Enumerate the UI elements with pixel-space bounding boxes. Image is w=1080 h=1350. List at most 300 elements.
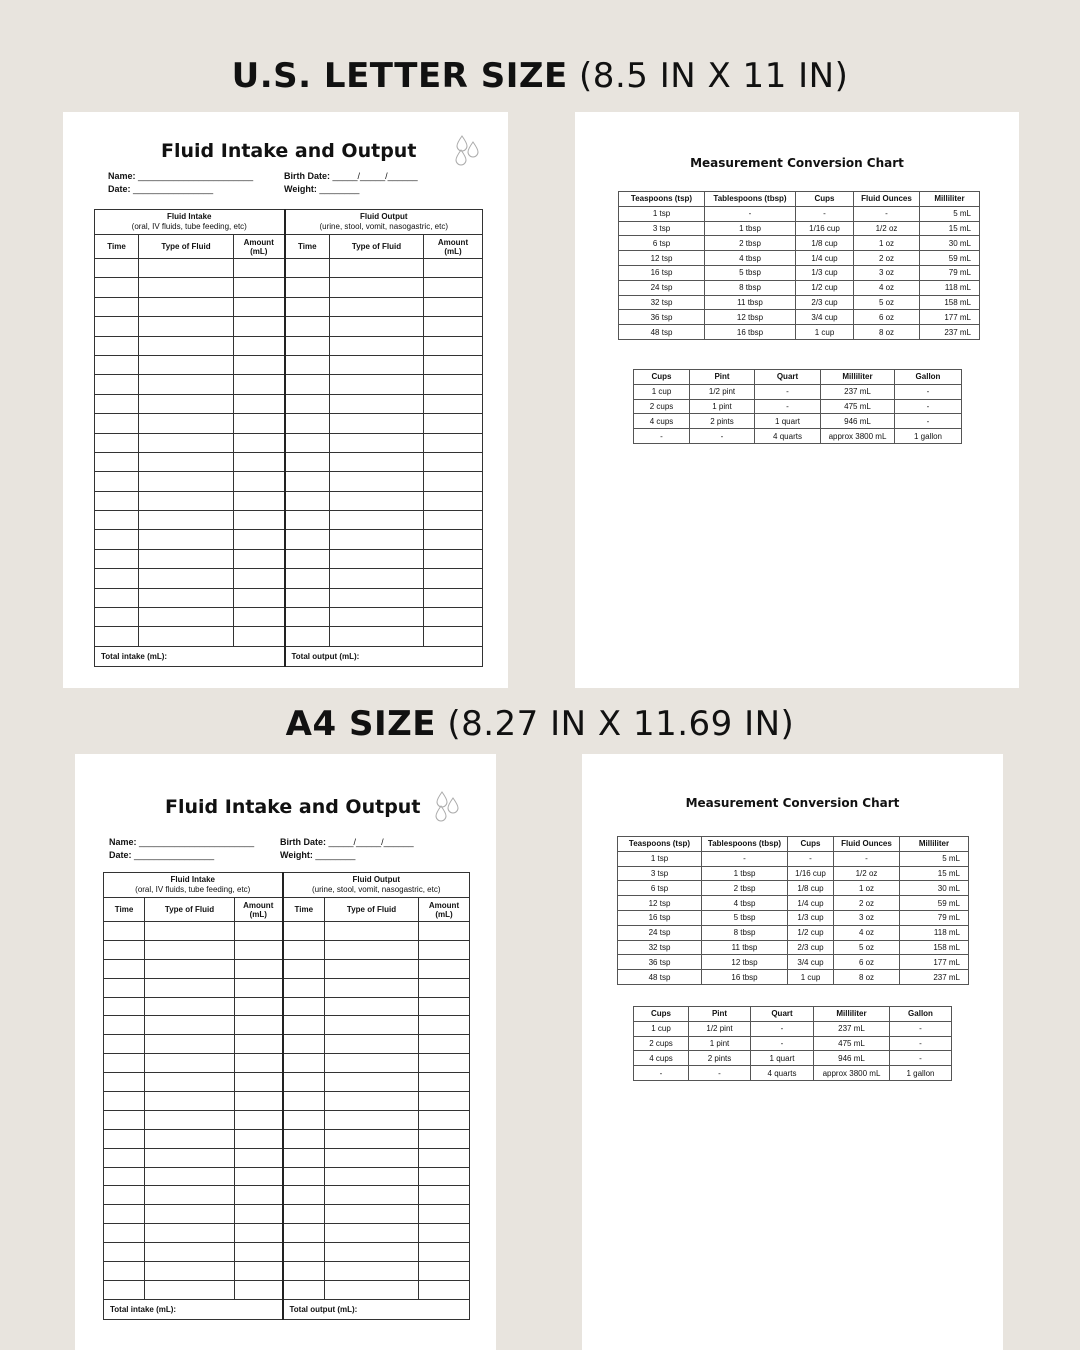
conversion-cell: - bbox=[751, 1036, 814, 1051]
entry-cell[interactable] bbox=[285, 375, 330, 394]
conversion-cell: 4 quarts bbox=[755, 429, 821, 444]
entry-cell[interactable] bbox=[330, 472, 424, 491]
conversion-cell: 15 mL bbox=[920, 221, 980, 236]
entry-cell[interactable] bbox=[283, 1054, 325, 1073]
entry-cell[interactable] bbox=[235, 1224, 283, 1243]
entry-cell[interactable] bbox=[95, 394, 139, 413]
entry-cell[interactable] bbox=[235, 1280, 283, 1299]
entry-cell[interactable] bbox=[104, 1110, 145, 1129]
entry-cell[interactable] bbox=[234, 317, 285, 336]
entry-cell[interactable] bbox=[325, 959, 419, 978]
conversion-column-header: Gallon bbox=[895, 370, 962, 385]
birth-date-field[interactable]: _____/_____/______ bbox=[328, 837, 414, 847]
entry-cell[interactable] bbox=[234, 375, 285, 394]
entry-cell[interactable] bbox=[139, 414, 234, 433]
entry-cell[interactable] bbox=[419, 1016, 470, 1035]
conversion-cell: 946 mL bbox=[821, 414, 895, 429]
entry-cell[interactable] bbox=[104, 997, 145, 1016]
output-group-header: Fluid Output (urine, stool, vomit, nasogastric, etc) bbox=[285, 210, 483, 235]
entry-cell[interactable] bbox=[419, 1054, 470, 1073]
entry-cell[interactable] bbox=[283, 1205, 325, 1224]
entry-cell[interactable] bbox=[424, 259, 483, 278]
entry-cell[interactable] bbox=[104, 1016, 145, 1035]
entry-cell[interactable] bbox=[145, 1016, 235, 1035]
entry-cell[interactable] bbox=[95, 472, 139, 491]
entry-cell[interactable] bbox=[419, 959, 470, 978]
entry-cell[interactable] bbox=[95, 297, 139, 316]
entry-cell[interactable] bbox=[145, 1262, 235, 1281]
entry-cell[interactable] bbox=[285, 317, 330, 336]
entry-cell[interactable] bbox=[235, 978, 283, 997]
entry-cell[interactable] bbox=[424, 569, 483, 588]
entry-cell[interactable] bbox=[95, 317, 139, 336]
conversion-row bbox=[618, 896, 969, 911]
conversion-cell: 1 pint bbox=[689, 1036, 751, 1051]
entry-cell[interactable] bbox=[235, 1073, 283, 1092]
entry-cell[interactable] bbox=[234, 336, 285, 355]
entry-cell[interactable] bbox=[424, 472, 483, 491]
entry-cell[interactable] bbox=[330, 569, 424, 588]
entry-cell[interactable] bbox=[283, 1129, 325, 1148]
entry-cell[interactable] bbox=[330, 627, 424, 646]
conversion-cell: 1/2 oz bbox=[834, 866, 900, 881]
entry-cell[interactable] bbox=[424, 355, 483, 374]
entry-cell[interactable] bbox=[419, 1073, 470, 1092]
entry-cell[interactable] bbox=[330, 549, 424, 568]
name-field[interactable]: _______________________ bbox=[138, 171, 254, 181]
entry-cell[interactable] bbox=[283, 1280, 325, 1299]
conversion-cell: 1 tsp bbox=[619, 206, 705, 221]
entry-cell[interactable] bbox=[419, 1092, 470, 1111]
entry-cell[interactable] bbox=[325, 1262, 419, 1281]
entry-cell[interactable] bbox=[104, 959, 145, 978]
entry-cell[interactable] bbox=[419, 1205, 470, 1224]
conversion-row bbox=[618, 925, 969, 940]
entry-cell[interactable] bbox=[234, 433, 285, 452]
entry-cell[interactable] bbox=[419, 1110, 470, 1129]
entry-cell[interactable] bbox=[235, 1054, 283, 1073]
entry-cell[interactable] bbox=[234, 491, 285, 510]
conversion-cell: 36 tsp bbox=[619, 310, 705, 325]
conversion-column-header: Tablespoons (tbsp) bbox=[705, 192, 796, 207]
entry-cell[interactable] bbox=[330, 355, 424, 374]
conversion-row bbox=[634, 1051, 952, 1066]
conversion-cell: 1 gallon bbox=[895, 429, 962, 444]
entry-cell[interactable] bbox=[104, 1073, 145, 1092]
entry-cell[interactable] bbox=[285, 511, 330, 530]
entry-cell[interactable] bbox=[330, 317, 424, 336]
entry-cell[interactable] bbox=[419, 1280, 470, 1299]
entry-cell[interactable] bbox=[145, 1205, 235, 1224]
entry-cell[interactable] bbox=[330, 530, 424, 549]
entry-cell[interactable] bbox=[235, 1262, 283, 1281]
entry-cell[interactable] bbox=[283, 922, 325, 941]
conversion-cell: 237 mL bbox=[821, 384, 895, 399]
entry-cell[interactable] bbox=[235, 940, 283, 959]
entry-cell[interactable] bbox=[325, 997, 419, 1016]
entry-cell[interactable] bbox=[95, 414, 139, 433]
entry-cell[interactable] bbox=[330, 375, 424, 394]
entry-cell[interactable] bbox=[234, 414, 285, 433]
entry-cell[interactable] bbox=[285, 452, 330, 471]
conversion-cell: 1/2 oz bbox=[854, 221, 920, 236]
entry-cell[interactable] bbox=[285, 472, 330, 491]
blank-entry-row bbox=[95, 569, 483, 588]
entry-cell[interactable] bbox=[104, 922, 145, 941]
entry-cell[interactable] bbox=[325, 1167, 419, 1186]
entry-cell[interactable] bbox=[325, 978, 419, 997]
entry-cell[interactable] bbox=[325, 1035, 419, 1054]
conversion-column-header: Pint bbox=[689, 1007, 751, 1022]
entry-cell[interactable] bbox=[139, 491, 234, 510]
entry-cell[interactable] bbox=[145, 997, 235, 1016]
conversion-cell: 118 mL bbox=[920, 280, 980, 295]
entry-cell[interactable] bbox=[424, 608, 483, 627]
entry-cell[interactable] bbox=[104, 1243, 145, 1262]
entry-cell[interactable] bbox=[95, 336, 139, 355]
entry-cell[interactable] bbox=[139, 530, 234, 549]
entry-cell[interactable] bbox=[104, 978, 145, 997]
conversion-cell: 24 tsp bbox=[618, 925, 702, 940]
entry-cell[interactable] bbox=[330, 608, 424, 627]
entry-cell[interactable] bbox=[104, 1167, 145, 1186]
entry-cell[interactable] bbox=[285, 297, 330, 316]
entry-cell[interactable] bbox=[419, 922, 470, 941]
weight-field[interactable]: ________ bbox=[319, 184, 360, 194]
entry-cell[interactable] bbox=[330, 259, 424, 278]
conversion-cell: 30 mL bbox=[920, 236, 980, 251]
entry-cell[interactable] bbox=[139, 472, 234, 491]
entry-cell[interactable] bbox=[285, 549, 330, 568]
date-field[interactable]: ________________ bbox=[134, 850, 215, 860]
entry-cell[interactable] bbox=[325, 922, 419, 941]
entry-cell[interactable] bbox=[424, 375, 483, 394]
patient-info-right bbox=[284, 170, 418, 196]
entry-cell[interactable] bbox=[424, 588, 483, 607]
intake-amount-header: Amount (mL) bbox=[234, 235, 285, 259]
entry-cell[interactable] bbox=[139, 297, 234, 316]
conversion-cell: 3 oz bbox=[834, 910, 900, 925]
entry-cell[interactable] bbox=[95, 511, 139, 530]
blank-entry-row bbox=[95, 259, 483, 278]
entry-cell[interactable] bbox=[104, 1092, 145, 1111]
blank-entry-row bbox=[104, 1262, 470, 1281]
weight-field[interactable]: ________ bbox=[315, 850, 356, 860]
entry-cell[interactable] bbox=[325, 1186, 419, 1205]
entry-cell[interactable] bbox=[325, 1224, 419, 1243]
entry-cell[interactable] bbox=[145, 1054, 235, 1073]
entry-cell[interactable] bbox=[104, 1205, 145, 1224]
entry-cell[interactable] bbox=[234, 355, 285, 374]
entry-cell[interactable] bbox=[330, 491, 424, 510]
entry-cell[interactable] bbox=[330, 278, 424, 297]
entry-cell[interactable] bbox=[325, 1016, 419, 1035]
entry-cell[interactable] bbox=[139, 394, 234, 413]
entry-cell[interactable] bbox=[235, 922, 283, 941]
entry-cell[interactable] bbox=[419, 1243, 470, 1262]
conversion-cell: 946 mL bbox=[814, 1051, 890, 1066]
conversion-cell: 1 pint bbox=[690, 399, 755, 414]
entry-cell[interactable] bbox=[424, 530, 483, 549]
entry-cell[interactable] bbox=[325, 1148, 419, 1167]
entry-cell[interactable] bbox=[419, 1035, 470, 1054]
entry-cell[interactable] bbox=[283, 1016, 325, 1035]
entry-cell[interactable] bbox=[234, 472, 285, 491]
entry-cell[interactable] bbox=[283, 1073, 325, 1092]
entry-cell[interactable] bbox=[234, 569, 285, 588]
entry-cell[interactable] bbox=[285, 433, 330, 452]
conversion-column-header: Teaspoons (tsp) bbox=[618, 837, 702, 852]
entry-cell[interactable] bbox=[330, 394, 424, 413]
entry-cell[interactable] bbox=[104, 1035, 145, 1054]
entry-cell[interactable] bbox=[104, 1224, 145, 1243]
entry-cell[interactable] bbox=[283, 1092, 325, 1111]
entry-cell[interactable] bbox=[104, 1262, 145, 1281]
blank-entry-row bbox=[104, 1224, 470, 1243]
entry-cell[interactable] bbox=[424, 511, 483, 530]
entry-cell[interactable] bbox=[234, 278, 285, 297]
entry-cell[interactable] bbox=[325, 1054, 419, 1073]
name-field[interactable]: _______________________ bbox=[139, 837, 255, 847]
entry-cell[interactable] bbox=[139, 588, 234, 607]
entry-cell[interactable] bbox=[285, 530, 330, 549]
entry-cell[interactable] bbox=[104, 940, 145, 959]
entry-cell[interactable] bbox=[145, 1073, 235, 1092]
entry-cell[interactable] bbox=[95, 549, 139, 568]
entry-cell[interactable] bbox=[145, 922, 235, 941]
entry-cell[interactable] bbox=[234, 511, 285, 530]
entry-cell[interactable] bbox=[325, 1110, 419, 1129]
entry-cell[interactable] bbox=[285, 394, 330, 413]
entry-cell[interactable] bbox=[235, 1016, 283, 1035]
entry-cell[interactable] bbox=[235, 1035, 283, 1054]
conversion-row bbox=[618, 851, 969, 866]
entry-cell[interactable] bbox=[104, 1186, 145, 1205]
entry-cell[interactable] bbox=[283, 940, 325, 959]
blank-entry-row bbox=[104, 1035, 470, 1054]
entry-cell[interactable] bbox=[234, 627, 285, 646]
blank-entry-row bbox=[104, 922, 470, 941]
entry-cell[interactable] bbox=[325, 1073, 419, 1092]
entry-cell[interactable] bbox=[285, 588, 330, 607]
entry-cell[interactable] bbox=[95, 588, 139, 607]
entry-cell[interactable] bbox=[139, 452, 234, 471]
entry-cell[interactable] bbox=[285, 336, 330, 355]
entry-cell[interactable] bbox=[139, 259, 234, 278]
entry-cell[interactable] bbox=[104, 1280, 145, 1299]
entry-cell[interactable] bbox=[145, 1280, 235, 1299]
entry-cell[interactable] bbox=[234, 259, 285, 278]
entry-cell[interactable] bbox=[283, 1262, 325, 1281]
entry-cell[interactable] bbox=[235, 1167, 283, 1186]
entry-cell[interactable] bbox=[285, 627, 330, 646]
entry-cell[interactable] bbox=[424, 297, 483, 316]
entry-cell[interactable] bbox=[139, 317, 234, 336]
entry-cell[interactable] bbox=[424, 491, 483, 510]
birth-date-field[interactable]: _____/_____/______ bbox=[332, 171, 418, 181]
entry-cell[interactable] bbox=[95, 608, 139, 627]
entry-cell[interactable] bbox=[419, 1148, 470, 1167]
entry-cell[interactable] bbox=[235, 1092, 283, 1111]
entry-cell[interactable] bbox=[145, 940, 235, 959]
blank-entry-row bbox=[104, 1167, 470, 1186]
entry-cell[interactable] bbox=[419, 940, 470, 959]
entry-cell[interactable] bbox=[234, 394, 285, 413]
entry-cell[interactable] bbox=[283, 1186, 325, 1205]
entry-cell[interactable] bbox=[424, 414, 483, 433]
entry-cell[interactable] bbox=[95, 278, 139, 297]
intake-group-header: Fluid Intake (oral, IV fluids, tube feeding, etc) bbox=[95, 210, 285, 235]
entry-cell[interactable] bbox=[424, 452, 483, 471]
entry-cell[interactable] bbox=[419, 1129, 470, 1148]
entry-cell[interactable] bbox=[234, 549, 285, 568]
blank-entry-row bbox=[95, 414, 483, 433]
entry-cell[interactable] bbox=[139, 569, 234, 588]
entry-cell[interactable] bbox=[95, 259, 139, 278]
entry-cell[interactable] bbox=[283, 1243, 325, 1262]
entry-cell[interactable] bbox=[330, 452, 424, 471]
entry-cell[interactable] bbox=[330, 511, 424, 530]
conversion-cell: 2 cups bbox=[634, 399, 690, 414]
entry-cell[interactable] bbox=[283, 997, 325, 1016]
entry-cell[interactable] bbox=[145, 1129, 235, 1148]
entry-cell[interactable] bbox=[95, 530, 139, 549]
entry-cell[interactable] bbox=[325, 940, 419, 959]
entry-cell[interactable] bbox=[234, 297, 285, 316]
entry-cell[interactable] bbox=[285, 278, 330, 297]
entry-cell[interactable] bbox=[104, 1054, 145, 1073]
entry-cell[interactable] bbox=[234, 608, 285, 627]
entry-cell[interactable] bbox=[330, 588, 424, 607]
entry-cell[interactable] bbox=[283, 1224, 325, 1243]
entry-cell[interactable] bbox=[424, 336, 483, 355]
entry-cell[interactable] bbox=[325, 1129, 419, 1148]
entry-cell[interactable] bbox=[139, 278, 234, 297]
output-amount-header: Amount (mL) bbox=[419, 898, 470, 922]
letter-size-heading bbox=[0, 56, 1080, 96]
entry-cell[interactable] bbox=[95, 627, 139, 646]
entry-cell[interactable] bbox=[283, 1148, 325, 1167]
entry-cell[interactable] bbox=[139, 433, 234, 452]
conversion-cell: 12 tbsp bbox=[702, 955, 788, 970]
entry-cell[interactable] bbox=[139, 355, 234, 374]
entry-cell[interactable] bbox=[330, 414, 424, 433]
entry-cell[interactable] bbox=[145, 1167, 235, 1186]
entry-cell[interactable] bbox=[95, 375, 139, 394]
entry-cell[interactable] bbox=[330, 336, 424, 355]
entry-cell[interactable] bbox=[325, 1205, 419, 1224]
entry-cell[interactable] bbox=[283, 959, 325, 978]
entry-cell[interactable] bbox=[285, 355, 330, 374]
entry-cell[interactable] bbox=[145, 1186, 235, 1205]
entry-cell[interactable] bbox=[234, 530, 285, 549]
entry-cell[interactable] bbox=[139, 549, 234, 568]
entry-cell[interactable] bbox=[139, 627, 234, 646]
conversion-column-header: Teaspoons (tsp) bbox=[619, 192, 705, 207]
entry-cell[interactable] bbox=[145, 959, 235, 978]
entry-cell[interactable] bbox=[424, 278, 483, 297]
entry-cell[interactable] bbox=[424, 549, 483, 568]
entry-cell[interactable] bbox=[139, 375, 234, 394]
entry-cell[interactable] bbox=[424, 433, 483, 452]
letter-intake-output-page bbox=[63, 112, 508, 688]
entry-cell[interactable] bbox=[234, 452, 285, 471]
entry-cell[interactable] bbox=[285, 414, 330, 433]
entry-cell[interactable] bbox=[285, 608, 330, 627]
entry-cell[interactable] bbox=[419, 978, 470, 997]
entry-cell[interactable] bbox=[419, 1262, 470, 1281]
conversion-cell: 2 pints bbox=[690, 414, 755, 429]
entry-cell[interactable] bbox=[325, 1280, 419, 1299]
entry-cell[interactable] bbox=[139, 336, 234, 355]
conversion-column-header: Milliliter bbox=[920, 192, 980, 207]
blank-entry-row bbox=[104, 1186, 470, 1205]
conversion-cell: 1 cup bbox=[796, 325, 854, 340]
entry-cell[interactable] bbox=[285, 569, 330, 588]
entry-cell[interactable] bbox=[235, 959, 283, 978]
entry-cell[interactable] bbox=[283, 1110, 325, 1129]
entry-cell[interactable] bbox=[330, 297, 424, 316]
entry-cell[interactable] bbox=[95, 355, 139, 374]
entry-cell[interactable] bbox=[424, 394, 483, 413]
entry-cell[interactable] bbox=[283, 1035, 325, 1054]
entry-cell[interactable] bbox=[95, 491, 139, 510]
entry-cell[interactable] bbox=[95, 569, 139, 588]
entry-cell[interactable] bbox=[145, 1035, 235, 1054]
entry-cell[interactable] bbox=[145, 978, 235, 997]
date-field[interactable]: ________________ bbox=[133, 184, 214, 194]
entry-cell[interactable] bbox=[104, 1129, 145, 1148]
entry-cell[interactable] bbox=[285, 491, 330, 510]
entry-cell[interactable] bbox=[235, 1148, 283, 1167]
entry-cell[interactable] bbox=[234, 588, 285, 607]
intake-type-header: Type of Fluid bbox=[145, 898, 235, 922]
entry-cell[interactable] bbox=[95, 452, 139, 471]
entry-cell[interactable] bbox=[145, 1224, 235, 1243]
entry-cell[interactable] bbox=[424, 627, 483, 646]
entry-cell[interactable] bbox=[145, 1092, 235, 1111]
entry-cell[interactable] bbox=[145, 1148, 235, 1167]
entry-cell[interactable] bbox=[139, 511, 234, 530]
entry-cell[interactable] bbox=[104, 1148, 145, 1167]
entry-cell[interactable] bbox=[419, 1224, 470, 1243]
entry-cell[interactable] bbox=[283, 1167, 325, 1186]
entry-cell[interactable] bbox=[235, 1205, 283, 1224]
entry-cell[interactable] bbox=[235, 997, 283, 1016]
entry-cell[interactable] bbox=[424, 317, 483, 336]
entry-cell[interactable] bbox=[139, 608, 234, 627]
entry-cell[interactable] bbox=[419, 997, 470, 1016]
entry-cell[interactable] bbox=[235, 1186, 283, 1205]
entry-cell[interactable] bbox=[325, 1243, 419, 1262]
entry-cell[interactable] bbox=[419, 1186, 470, 1205]
entry-cell[interactable] bbox=[285, 259, 330, 278]
entry-cell[interactable] bbox=[235, 1110, 283, 1129]
entry-cell[interactable] bbox=[419, 1167, 470, 1186]
entry-cell[interactable] bbox=[235, 1243, 283, 1262]
conversion-cell: 2 oz bbox=[854, 251, 920, 266]
conversion-column-header: Cups bbox=[788, 837, 834, 852]
entry-cell[interactable] bbox=[330, 433, 424, 452]
entry-cell[interactable] bbox=[145, 1243, 235, 1262]
entry-cell[interactable] bbox=[145, 1110, 235, 1129]
entry-cell[interactable] bbox=[95, 433, 139, 452]
entry-cell[interactable] bbox=[325, 1092, 419, 1111]
entry-cell[interactable] bbox=[283, 978, 325, 997]
conversion-cell: 3 oz bbox=[854, 265, 920, 280]
entry-cell[interactable] bbox=[235, 1129, 283, 1148]
conversion-cell: 6 oz bbox=[834, 955, 900, 970]
